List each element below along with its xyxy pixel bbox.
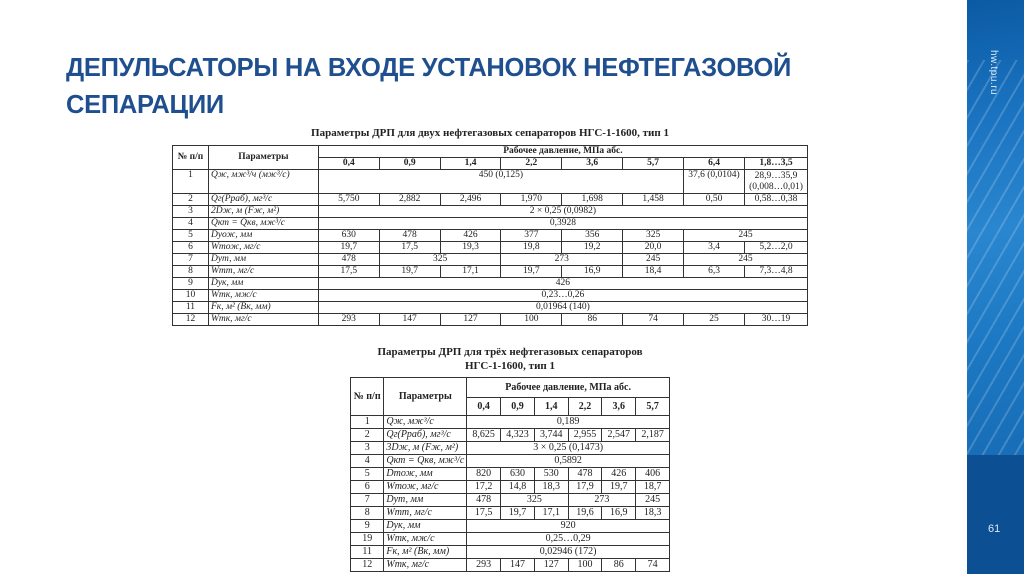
header-pressure: Рабочее давление, МПа абс. bbox=[467, 378, 670, 398]
row-param: Dтож, мм bbox=[384, 468, 467, 481]
cell: 86 bbox=[562, 314, 623, 326]
cell: 4,323 bbox=[501, 429, 535, 442]
cell: 0,189 bbox=[467, 416, 670, 429]
table2-caption bbox=[300, 345, 720, 373]
cell: 325 bbox=[379, 254, 501, 266]
row-param: Dут, мм bbox=[208, 254, 318, 266]
cell: 293 bbox=[467, 559, 501, 572]
pressure-col: 5,7 bbox=[636, 398, 670, 416]
row-num: 10 bbox=[173, 290, 209, 302]
cell: 19,7 bbox=[318, 242, 379, 254]
cell: 74 bbox=[623, 314, 684, 326]
cell: 630 bbox=[318, 230, 379, 242]
cell: 426 bbox=[440, 230, 501, 242]
row-num: 9 bbox=[173, 278, 209, 290]
cell: 100 bbox=[568, 559, 602, 572]
row-num: 4 bbox=[351, 455, 384, 468]
row-num: 6 bbox=[173, 242, 209, 254]
row-num: 12 bbox=[173, 314, 209, 326]
cell: 325 bbox=[501, 494, 569, 507]
cell: 450 (0,125) bbox=[318, 170, 683, 194]
cell: 0,58…0,38 bbox=[744, 194, 807, 206]
row-param: Wтож, мг/с bbox=[208, 242, 318, 254]
cell: 245 bbox=[636, 494, 670, 507]
cell: 19,6 bbox=[568, 507, 602, 520]
row-num: 2 bbox=[173, 194, 209, 206]
row-param: Qг(Pраб), мг³/с bbox=[384, 429, 467, 442]
row-num: 6 bbox=[351, 481, 384, 494]
cell: 17,5 bbox=[379, 242, 440, 254]
pressure-col: 0,9 bbox=[501, 398, 535, 416]
table-row bbox=[173, 254, 808, 266]
cell: 0,5892 bbox=[467, 455, 670, 468]
row-num: 3 bbox=[173, 206, 209, 218]
cell: 147 bbox=[501, 559, 535, 572]
header-num: № п/п bbox=[173, 146, 209, 170]
row-num: 19 bbox=[351, 533, 384, 546]
table-row bbox=[173, 170, 808, 194]
cell: 2 × 0,25 (0,0982) bbox=[318, 206, 807, 218]
table-row bbox=[351, 559, 670, 572]
row-num: 11 bbox=[351, 546, 384, 559]
table1-caption: Параметры ДРП для двух нефтегазовых сепараторов НГС-1-1600, тип 1 bbox=[311, 127, 669, 139]
row-param: Qкт = Qкв, мж³/с bbox=[208, 218, 318, 230]
cell: 6,3 bbox=[684, 266, 745, 278]
table-two-separators bbox=[172, 145, 808, 326]
row-param: Dук, мм bbox=[384, 520, 467, 533]
cell: 18,3 bbox=[534, 481, 568, 494]
cell: 17,5 bbox=[318, 266, 379, 278]
cell: 19,7 bbox=[379, 266, 440, 278]
pressure-col: 5,7 bbox=[623, 158, 684, 170]
cell: 245 bbox=[623, 254, 684, 266]
cell: 426 bbox=[602, 468, 636, 481]
row-param: Wтк, мг/с bbox=[208, 314, 318, 326]
cell: 920 bbox=[467, 520, 670, 533]
cell: 2,547 bbox=[602, 429, 636, 442]
cell: 18,3 bbox=[636, 507, 670, 520]
cell: 245 bbox=[684, 254, 808, 266]
table-row bbox=[173, 290, 808, 302]
table-row bbox=[173, 218, 808, 230]
cell: 17,1 bbox=[440, 266, 501, 278]
row-num: 5 bbox=[173, 230, 209, 242]
cell: 1,970 bbox=[501, 194, 562, 206]
cell: 74 bbox=[636, 559, 670, 572]
pressure-col: 3,6 bbox=[602, 398, 636, 416]
cell: 19,2 bbox=[562, 242, 623, 254]
sidebar-footer bbox=[967, 455, 1024, 574]
row-num: 5 bbox=[351, 468, 384, 481]
cell: 30…19 bbox=[744, 314, 807, 326]
site-url: hw.tpu.ru bbox=[988, 50, 999, 96]
cell: 3,744 bbox=[534, 429, 568, 442]
row-param: Dук, мм bbox=[208, 278, 318, 290]
cell: 16,9 bbox=[602, 507, 636, 520]
row-num: 1 bbox=[173, 170, 209, 194]
row-param: Wтт, мг/с bbox=[208, 266, 318, 278]
cell: 127 bbox=[534, 559, 568, 572]
pressure-col: 1,4 bbox=[534, 398, 568, 416]
cell: 0,23…0,26 bbox=[318, 290, 807, 302]
pressure-col: 0,4 bbox=[318, 158, 379, 170]
table-row bbox=[173, 266, 808, 278]
page-number: 61 bbox=[988, 523, 1001, 535]
cell: 19,7 bbox=[501, 266, 562, 278]
pressure-col: 0,9 bbox=[379, 158, 440, 170]
cell: 127 bbox=[440, 314, 501, 326]
cell: 17,5 bbox=[467, 507, 501, 520]
row-param: 3Dж, м (Fж, м²) bbox=[384, 442, 467, 455]
pressure-col: 2,2 bbox=[501, 158, 562, 170]
row-num: 8 bbox=[351, 507, 384, 520]
table-row bbox=[351, 494, 670, 507]
table-row bbox=[173, 314, 808, 326]
row-num: 11 bbox=[173, 302, 209, 314]
cell: 17,1 bbox=[534, 507, 568, 520]
cell: 273 bbox=[568, 494, 636, 507]
cell: 19,8 bbox=[501, 242, 562, 254]
cell: 5,2…2,0 bbox=[744, 242, 807, 254]
table-row bbox=[351, 481, 670, 494]
table2-caption-line2: НГС-1-1600, тип 1 bbox=[464, 360, 555, 372]
row-param: Wтк, мг/с bbox=[384, 559, 467, 572]
cell: 478 bbox=[318, 254, 379, 266]
cell: 17,9 bbox=[568, 481, 602, 494]
row-param: Dут, мм bbox=[384, 494, 467, 507]
cell: 2,496 bbox=[440, 194, 501, 206]
cell: 18,4 bbox=[623, 266, 684, 278]
cell: 19,3 bbox=[440, 242, 501, 254]
cell: 2,187 bbox=[636, 429, 670, 442]
pressure-col: 0,4 bbox=[467, 398, 501, 416]
cell: 19,7 bbox=[501, 507, 535, 520]
row-num: 8 bbox=[173, 266, 209, 278]
table-row bbox=[173, 302, 808, 314]
row-param: Qж, мж³/ч (мж³/с) bbox=[208, 170, 318, 194]
cell: 7,3…4,8 bbox=[744, 266, 807, 278]
cell: 37,6 (0,0104) bbox=[684, 170, 745, 194]
cell: 356 bbox=[562, 230, 623, 242]
row-param: Dуож, мм bbox=[208, 230, 318, 242]
row-param: Fк, м² (Bк, мм) bbox=[384, 546, 467, 559]
table-row bbox=[351, 429, 670, 442]
cell: 478 bbox=[379, 230, 440, 242]
cell: 3 × 0,25 (0,1473) bbox=[467, 442, 670, 455]
row-num: 1 bbox=[351, 416, 384, 429]
pressure-col: 2,2 bbox=[568, 398, 602, 416]
row-param: Wтк, мж/с bbox=[208, 290, 318, 302]
table-row bbox=[173, 278, 808, 290]
cell: 377 bbox=[501, 230, 562, 242]
cell: 25 bbox=[684, 314, 745, 326]
row-num: 4 bbox=[173, 218, 209, 230]
table-row bbox=[173, 194, 808, 206]
cell: 100 bbox=[501, 314, 562, 326]
row-num: 7 bbox=[173, 254, 209, 266]
cell: 28,9…35,9 (0,008…0,01) bbox=[744, 170, 807, 194]
cell: 18,7 bbox=[636, 481, 670, 494]
cell: 273 bbox=[501, 254, 623, 266]
table-row bbox=[351, 468, 670, 481]
cell: 245 bbox=[684, 230, 808, 242]
cell: 5,750 bbox=[318, 194, 379, 206]
row-param: Qг(Pраб), мг³/с bbox=[208, 194, 318, 206]
cell: 3,4 bbox=[684, 242, 745, 254]
cell: 14,8 bbox=[501, 481, 535, 494]
row-num: 12 bbox=[351, 559, 384, 572]
row-param: Qж, мж³/с bbox=[384, 416, 467, 429]
pressure-col: 3,6 bbox=[562, 158, 623, 170]
table-three-separators bbox=[350, 377, 670, 572]
cell: 0,01964 (140) bbox=[318, 302, 807, 314]
header-num: № п/п bbox=[351, 378, 384, 416]
table-row bbox=[351, 520, 670, 533]
table-row bbox=[351, 442, 670, 455]
table-row bbox=[351, 416, 670, 429]
table2-caption-line1: Параметры ДРП для трёх нефтегазовых сепараторов bbox=[377, 346, 643, 358]
cell: 0,50 bbox=[684, 194, 745, 206]
row-param: Wтк, мж/с bbox=[384, 533, 467, 546]
cell: 86 bbox=[602, 559, 636, 572]
cell: 1,458 bbox=[623, 194, 684, 206]
cell: 17,2 bbox=[467, 481, 501, 494]
cell: 19,7 bbox=[602, 481, 636, 494]
cell: 147 bbox=[379, 314, 440, 326]
cell: 8,625 bbox=[467, 429, 501, 442]
cell: 16,9 bbox=[562, 266, 623, 278]
cell: 630 bbox=[501, 468, 535, 481]
cell: 0,25…0,29 bbox=[467, 533, 670, 546]
table-row bbox=[173, 242, 808, 254]
cell: 293 bbox=[318, 314, 379, 326]
pressure-col: 1,4 bbox=[440, 158, 501, 170]
row-num: 3 bbox=[351, 442, 384, 455]
cell: 478 bbox=[568, 468, 602, 481]
slide-title: ДЕПУЛЬСАТОРЫ НА ВХОДЕ УСТАНОВОК НЕФТЕГАЗОВОЙ СЕПАРАЦИИ bbox=[66, 54, 792, 119]
header-param: Параметры bbox=[208, 146, 318, 170]
cell: 20,0 bbox=[623, 242, 684, 254]
pressure-col: 6,4 bbox=[684, 158, 745, 170]
cell: 530 bbox=[534, 468, 568, 481]
cell: 426 bbox=[318, 278, 807, 290]
row-param: 2Dж, м (Fж, м²) bbox=[208, 206, 318, 218]
table-row bbox=[173, 230, 808, 242]
cell: 820 bbox=[467, 468, 501, 481]
table-row bbox=[351, 455, 670, 468]
cell: 1,698 bbox=[562, 194, 623, 206]
cell: 325 bbox=[623, 230, 684, 242]
row-num: 9 bbox=[351, 520, 384, 533]
building-pattern bbox=[967, 60, 1024, 500]
cell: 2,882 bbox=[379, 194, 440, 206]
row-param: Qкт = Qкв, мж³/с bbox=[384, 455, 467, 468]
header-pressure: Рабочее давление, МПа абс. bbox=[318, 146, 807, 158]
table-row bbox=[351, 533, 670, 546]
row-param: Fк, м² (Bк, мм) bbox=[208, 302, 318, 314]
cell: 2,955 bbox=[568, 429, 602, 442]
cell: 478 bbox=[467, 494, 501, 507]
header-param: Параметры bbox=[384, 378, 467, 416]
cell: 0,3928 bbox=[318, 218, 807, 230]
row-param: Wтож, мг/с bbox=[384, 481, 467, 494]
row-param: Wтт, мг/с bbox=[384, 507, 467, 520]
row-num: 7 bbox=[351, 494, 384, 507]
table-row bbox=[351, 546, 670, 559]
table-row bbox=[173, 206, 808, 218]
pressure-col: 1,8…3,5 bbox=[744, 158, 807, 170]
table-row bbox=[351, 507, 670, 520]
row-num: 2 bbox=[351, 429, 384, 442]
cell: 0,02946 (172) bbox=[467, 546, 670, 559]
cell: 406 bbox=[636, 468, 670, 481]
